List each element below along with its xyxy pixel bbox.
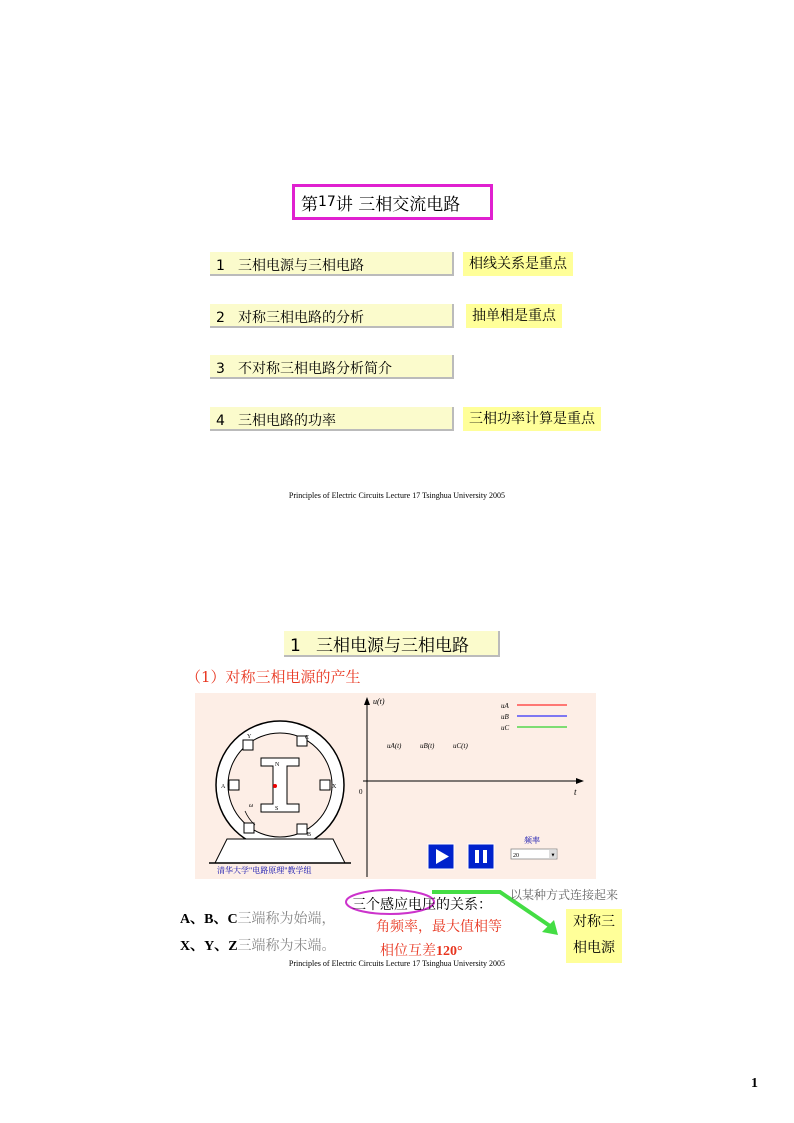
- legend-label-c: uC: [501, 724, 510, 732]
- note-key-3: 三相功率计算是重点: [463, 407, 601, 431]
- x-axis-label: t: [574, 787, 577, 797]
- end-letters: X、Y、Z: [180, 939, 238, 954]
- symmetric-source-box: [566, 909, 622, 963]
- generator-diagram: [209, 721, 351, 863]
- coil-slot: [243, 740, 253, 750]
- end-text: 三端称为末端。: [237, 938, 336, 954]
- topic-4: [210, 407, 454, 431]
- topic-2: [210, 304, 454, 328]
- letter-c: C: [305, 735, 310, 741]
- letter-x: X: [332, 784, 337, 790]
- letter-s: S: [275, 806, 279, 812]
- letter-b: B: [307, 832, 312, 838]
- topic-number: 4: [216, 413, 225, 429]
- coil-slot: [244, 823, 254, 833]
- topic-number: 3: [216, 361, 225, 377]
- topic-label: 三相电路的功率: [238, 413, 336, 429]
- relation-text: 三个感应电压的关系：: [352, 897, 492, 913]
- x-axis-arrow: [576, 778, 584, 784]
- title-suffix: 讲 三相交流电路: [335, 195, 461, 215]
- topic-3: [210, 355, 454, 379]
- section-number: 1: [290, 636, 301, 656]
- end-terminals: [180, 935, 336, 955]
- figure-svg: [195, 693, 596, 879]
- topic-label: 不对称三相电路分析简介: [238, 361, 392, 377]
- start-terminals: [180, 908, 336, 928]
- page-number: 1: [751, 1076, 758, 1091]
- slide2-footer: Principles of Electric Circuits Lecture 17 Tsinghua University 2005: [288, 959, 506, 968]
- curve-label-c: uC(t): [453, 742, 468, 750]
- play-button[interactable]: [428, 844, 454, 869]
- curve-label-b: uB(t): [420, 742, 435, 750]
- letter-a: A: [221, 784, 226, 790]
- chevron-down-icon: ▼: [550, 853, 556, 859]
- origin-label: 0: [359, 788, 363, 796]
- lecture-title: [292, 184, 493, 220]
- topic-number: 1: [216, 258, 225, 274]
- curve-label-a: uA(t): [387, 742, 402, 750]
- property-2-label: 相位互差: [380, 943, 436, 959]
- subtitle: （1）对称三相电源的产生: [186, 668, 361, 686]
- pause-icon-bar: [483, 850, 487, 863]
- connect-note: 以某种方式连接起来: [510, 888, 619, 902]
- start-letters: A、B、C: [180, 912, 238, 927]
- note-key-2: 抽单相是重点: [466, 304, 562, 328]
- coil-slot: [320, 780, 330, 790]
- pause-button-bg[interactable]: [468, 844, 494, 869]
- legend-label-a: uA: [501, 702, 509, 710]
- figure-credit: 清华大学"电路原理"教学组: [217, 866, 312, 875]
- title-prefix: 第: [301, 195, 318, 215]
- freq-select[interactable]: [511, 849, 557, 859]
- topic-label: 对称三相电路的分析: [238, 310, 364, 326]
- pause-button[interactable]: [468, 844, 494, 869]
- y-axis-label: u(t): [373, 697, 385, 706]
- title-number: 17: [318, 194, 336, 210]
- legend-label-b: uB: [501, 713, 509, 721]
- result-line-1: 对称三: [573, 914, 615, 930]
- start-text: 三端称为始端，: [237, 911, 336, 927]
- freq-label: 频率: [524, 836, 540, 845]
- property-2-value: 120°: [436, 944, 463, 959]
- freq-select-value: 20: [513, 853, 519, 859]
- omega-label: ω: [249, 803, 254, 809]
- property-1: 角频率，最大值相等: [376, 919, 502, 935]
- topic-1: [210, 252, 454, 276]
- slide1-footer: Principles of Electric Circuits Lecture 17 Tsinghua University 2005: [288, 491, 506, 500]
- property-2: [380, 940, 463, 960]
- generator-figure: [195, 693, 596, 879]
- result-line-2: 相电源: [573, 940, 615, 956]
- pause-icon: [475, 850, 479, 863]
- y-axis-arrow: [364, 697, 370, 705]
- topic-label: 三相电源与三相电路: [238, 258, 364, 274]
- section-title: [284, 631, 500, 657]
- note-key-1: 相线关系是重点: [463, 252, 573, 276]
- letter-a-top: Y: [247, 734, 252, 740]
- coil-slot: [297, 824, 307, 834]
- topic-number: 2: [216, 310, 225, 326]
- rotor-center: [273, 784, 277, 788]
- letter-n: N: [275, 762, 280, 768]
- machine-base: [215, 839, 345, 863]
- coil-slot: [229, 780, 239, 790]
- section-label: 三相电源与三相电路: [316, 636, 469, 656]
